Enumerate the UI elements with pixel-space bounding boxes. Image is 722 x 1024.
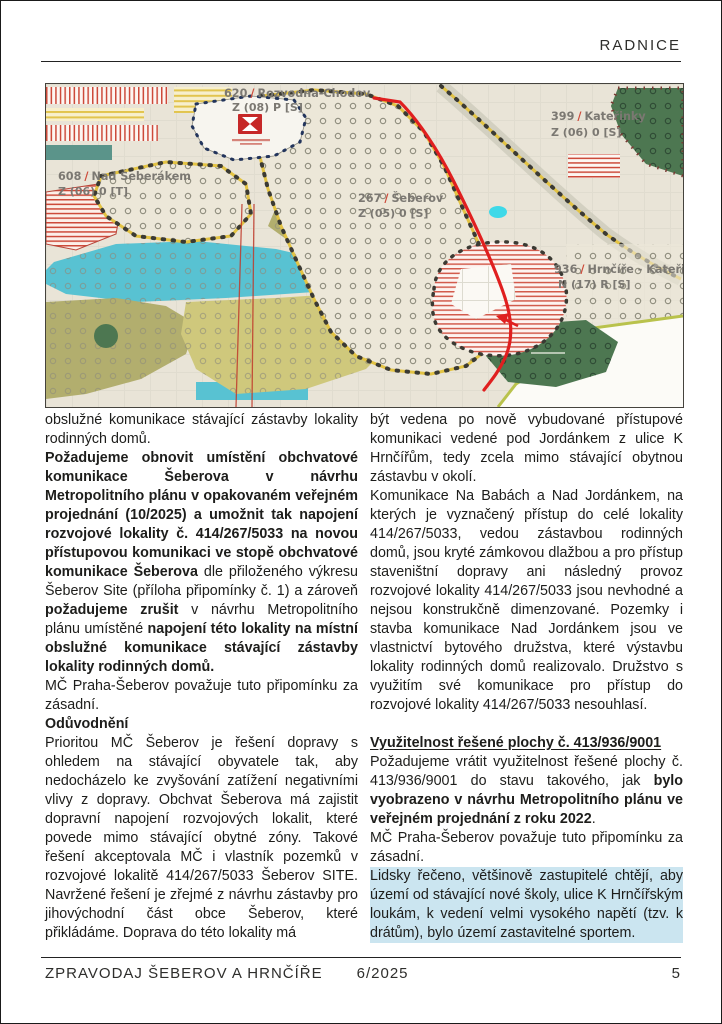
svg-text:Z (08) P [S]: Z (08) P [S] (232, 101, 303, 114)
text-run: dle přiloženého výkresu Šeberov Site (příloha připomínky č. 1) a zároveň (45, 564, 358, 599)
paragraph (370, 753, 683, 829)
text-run: bylo vyobrazeno v návrhu Metropolitního plánu ve veřejném projednání z roku 2022 (370, 773, 683, 827)
zoning-map-image (46, 84, 683, 407)
map-label-rozvodna-chodov: 620 / Rozvodna-Chodov (224, 87, 371, 100)
footer-journal-title: ZPRAVODAJ ŠEBEROV A HRNČÍŘE (45, 965, 323, 982)
paragraph (45, 734, 358, 943)
paragraph (370, 487, 683, 715)
text-run: Požadujeme vrátit využitelnost řešené plochy č. 413/936/9001 do stavu takového, jak (370, 754, 683, 789)
map-label-katerinky: 399 / Kateřinky (551, 110, 646, 123)
section-label: RADNICE (599, 37, 681, 54)
header-rule (41, 61, 681, 62)
text-run: Lidsky řečeno, většinově zastupitelé chtějí, aby území od stávající nové školy, ulice K Hrnčířským loukám, k vedení velmi vysokého napětí (tzv. k drátům), bylo území zastavitelné sportem. (370, 868, 683, 941)
map-label-seberov: 267 / Šeberov (358, 192, 444, 205)
svg-text:N (17) R [S]: N (17) R [S] (558, 278, 631, 291)
footer-page-number: 5 (671, 965, 681, 982)
text-run: napojení této lokality na místní obslužné komunikace stávající zástavby lokality rodinných domů. (45, 621, 358, 675)
map-label-hrncire-katerinky: 936 / Hrnčíře - Kateřin (554, 263, 683, 276)
paragraph (45, 715, 358, 734)
text-run: Odůvodnění (45, 716, 129, 732)
footer-rule (41, 957, 681, 958)
text-run: být vedena po nově vybudované přístupové komunikaci vedené pod Jordánkem z ulice K Hrnčířům, tedy zcela mimo stávající obytnou zástavbu v okolí. (370, 412, 683, 485)
text-run: v návrhu Metropolitního plánu umístěné (45, 602, 358, 637)
map-figure (45, 83, 684, 408)
svg-text:Z (06) 0 [T]: Z (06) 0 [T] (58, 185, 129, 198)
substation-caption-marks (232, 139, 270, 141)
text-column-left (45, 411, 358, 943)
text-run: Využitelnost řešené plochy č. 413/936/9001 (370, 735, 662, 751)
text-run: obslužné komunikace stávající zástavby lokality rodinných domů. (45, 412, 358, 447)
text-run: MČ Praha-Šeberov považuje tuto připomínku za zásadní. (370, 830, 683, 865)
page-footer (45, 965, 681, 982)
footer-issue: 6/2025 (356, 965, 409, 982)
svg-text:Z (06) 0 [S]: Z (06) 0 [S] (551, 126, 622, 139)
text-run: požadujeme zrušit (45, 602, 179, 618)
paragraph (45, 449, 358, 677)
article-body (45, 411, 683, 943)
page-header (41, 37, 681, 54)
svg-text:Z (05) 0 [S]: Z (05) 0 [S] (358, 207, 429, 220)
paragraph (45, 677, 358, 715)
text-run: Požadujeme obnovit umístění obchvatové komunikace Šeberova v návrhu Metropolitního plánu v opakovaném veřejném projednání (10/2025) a umožnit tak napojení rozvojové lokality č. 414/267/5033 na novou přístupovou komunikaci ve stopě obchvatové komunikace Šeberova (45, 450, 358, 580)
map-label-nad-seberakem: 608 / Nad Šeberákem (58, 170, 191, 183)
text-run: . (591, 811, 596, 827)
paragraph (370, 829, 683, 867)
text-run: Prioritou MČ Šeberov je řešení dopravy s ohledem na stávající obyvatele tak, aby nedocházelo ke zvyšování zatížení negativními vlivy z dopravy. Obchvat Šeberova má zajistit dopravní napojení rozvojových lokalit, které povede mimo stávající obytné zóny. Takové řešení akceptovala MČ i vlastník pozemků v rozvojové lokalitě 414/267/5033 Šeberov SITE. Navržené řešení je zřejmé z návrhu zástavby pro jihovýchodní část obce Šeberov, které přikládáme. Doprava do této lokality má (45, 735, 358, 941)
text-run: MČ Praha-Šeberov považuje tuto připomínku za zásadní. (45, 678, 358, 713)
map-zone-hrncire-striped (432, 242, 566, 356)
paragraph (370, 867, 683, 943)
paragraph (45, 411, 358, 449)
paragraph (370, 734, 683, 753)
paragraph (370, 411, 683, 487)
text-column-right (370, 411, 683, 943)
text-run: Komunikace Na Babách a Nad Jordánkem, na kterých je vyznačený přístup do celé lokality 414/267/5033, vedou zástavbou rodinných domů, jsou kryté zámkovou dlažbou a pro přístup staveništní dopravy ani následný provoz rozvojové lokality 414/267/5033 jsou nevhodné a nejsou konstrukčně dimenzované. Pozemky i stavba komunikace Nad Jordánkem jsou ve vlastnictví bytového družstva, které výstavbu lokality rodinných domů realizovalo. Družstvo s využitím své komunikace pro přístup do rozvojové lokality 414/267/5033 nesouhlasí. (370, 488, 683, 713)
